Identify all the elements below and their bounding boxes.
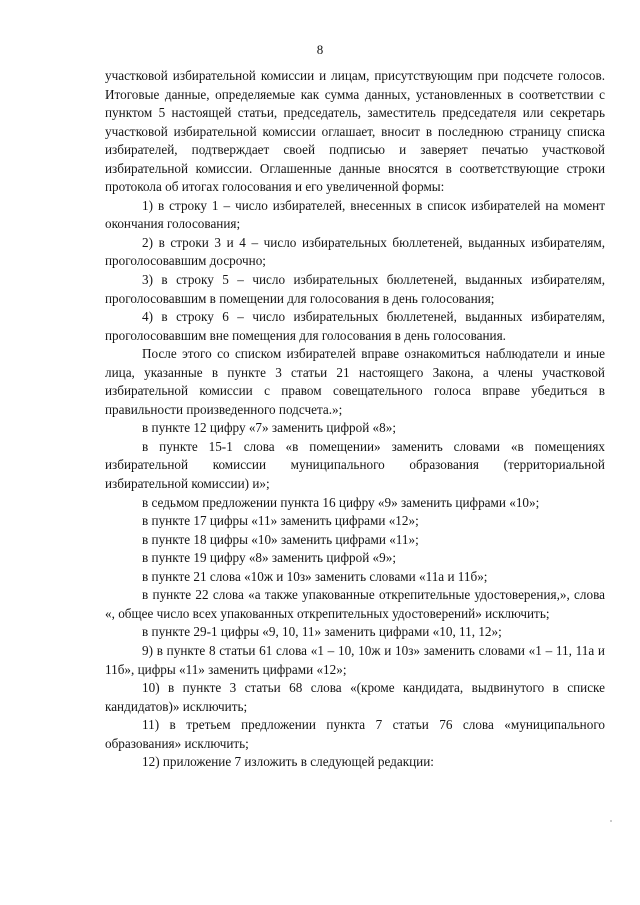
paragraph-item-3: 3) в строку 5 – число избирательных бюллетеней, выданных избирателям, проголосовавшим в помещении для голосования в день голосования; <box>105 272 605 306</box>
paragraph-item-10: 10) в пункте 3 статьи 68 слова «(кроме кандидата, выдвинутого в списке кандидатов)» исключить; <box>105 680 605 714</box>
paragraph-item-2: 2) в строки 3 и 4 – число избирательных бюллетеней, выданных избирателям, проголосовавшим досрочно; <box>105 234 605 269</box>
page-number: 8 <box>316 42 324 57</box>
paragraph-amend-p17: в пункте 17 цифры «11» заменить цифрами «12»; <box>142 513 419 529</box>
paragraph-item-1: 1) в строку 1 – число избирателей, внесенных в список избирателей на момент окончания голосования; <box>105 197 605 232</box>
paragraph-amend-p29-1: в пункте 29-1 цифры «9, 10, 11» заменить цифрами «10, 11, 12»; <box>142 624 502 640</box>
paragraph-amend-p22: в пункте 22 слова «а также упакованные открепительные удостоверения,», слова «, общее число всех упакованных открепительных удостоверений» исключить; <box>105 587 605 621</box>
paragraph-amend-p12: в пункте 12 цифру «7» заменить цифрой «8»; <box>142 420 397 436</box>
paragraph-item-9: 9) в пункте 8 статьи 61 слова «1 – 10, 10ж и 10з» заменить словами «1 – 11, 11а и 11б», цифры «11» заменить цифрами «12»; <box>105 642 605 677</box>
paragraph-item-12: 12) приложение 7 изложить в следующей редакции: <box>142 754 434 770</box>
paragraph-observers: После этого со списком избирателей вправе ознакомиться наблюдатели и иные лица, указанные в пункте 3 статьи 21 настоящего Закона, а члены участковой избирательной комиссии с правом совещательного голоса вправе убедиться в правильности произведенного подсчета.»; <box>105 346 605 417</box>
paragraph-amend-p21: в пункте 21 слова «10ж и 10з» заменить словами «11а и 11б»; <box>142 568 488 584</box>
paragraph-amend-p15-1: в пункте 15-1 слова «в помещении» заменить словами «в помещениях избирательной комиссии муниципального образования (территориальной избирательной комиссии) и»; <box>105 438 605 492</box>
paragraph-item-4: 4) в строку 6 – число избирательных бюллетеней, выданных избирателям, проголосовавшим вне помещения для голосования в день голосования. <box>105 309 605 343</box>
document-body <box>105 67 605 772</box>
paragraph-amend-p16: в седьмом предложении пункта 16 цифру «9» заменить цифрами «10»; <box>142 494 540 510</box>
paragraph-item-11: 11) в третьем предложении пункта 7 статьи 76 слова «муниципального образования» исключить; <box>105 717 605 751</box>
paragraph-amend-p19: в пункте 19 цифру «8» заменить цифрой «9»; <box>142 550 397 566</box>
scan-speck <box>610 820 612 822</box>
paragraph-amend-p18: в пункте 18 цифры «10» заменить цифрами «11»; <box>142 531 419 547</box>
paragraph-continuation: участковой избирательной комиссии и лицам, присутствующим при подсчете голосов. Итоговые данные, определяемые как сумма данных, установленных в соответствии с пунктом 5 настоящей статьи, председатель, заместитель председателя или секретарь участковой избирательной комиссии оглашает, вносит в последнюю страницу списка избирателей, подтверждает своей подписью и заверяет печатью участковой избирательной комиссии. Оглашенные данные вносятся в соответствующие строки протокола об итогах голосования и его увеличенной формы: <box>105 68 605 195</box>
